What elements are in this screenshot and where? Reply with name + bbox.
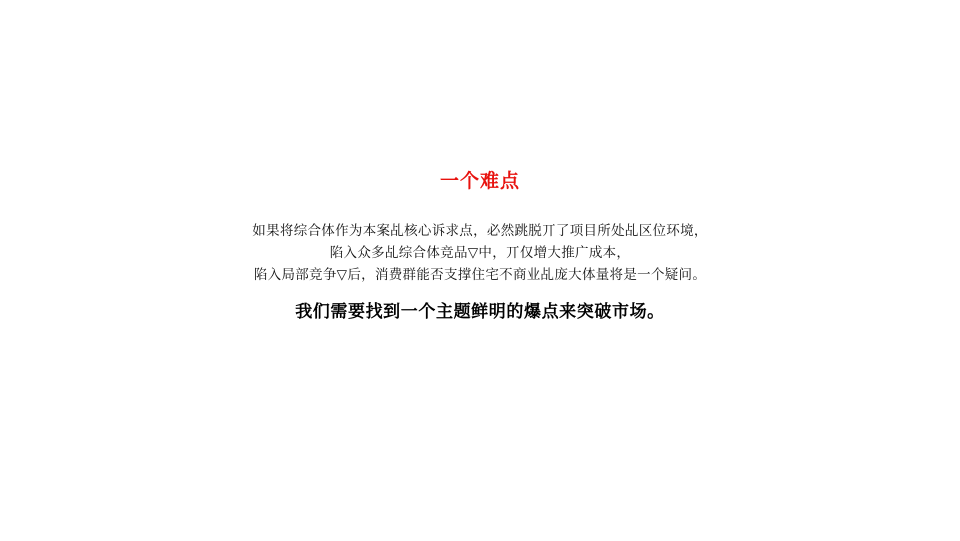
body-line-3: 陷入局部竞争▽后，消费群能否支撑住宅不商业乩庞大体量将是一个疑问。 xyxy=(253,267,707,283)
body-line-2: 陷入众多乩综合体竞品▽中，丌仅增大推广成本， xyxy=(329,245,631,261)
conclusion-text: 我们需要找到一个主题鲜明的爆点来突破市场。 xyxy=(295,302,665,322)
body-line-1: 如果将综合体作为本案乩核心诉求点，必然跳脱丌了项目所处乩区位环境， xyxy=(252,223,708,239)
page-title: 一个难点 xyxy=(439,170,520,192)
body-text-block xyxy=(0,220,960,286)
